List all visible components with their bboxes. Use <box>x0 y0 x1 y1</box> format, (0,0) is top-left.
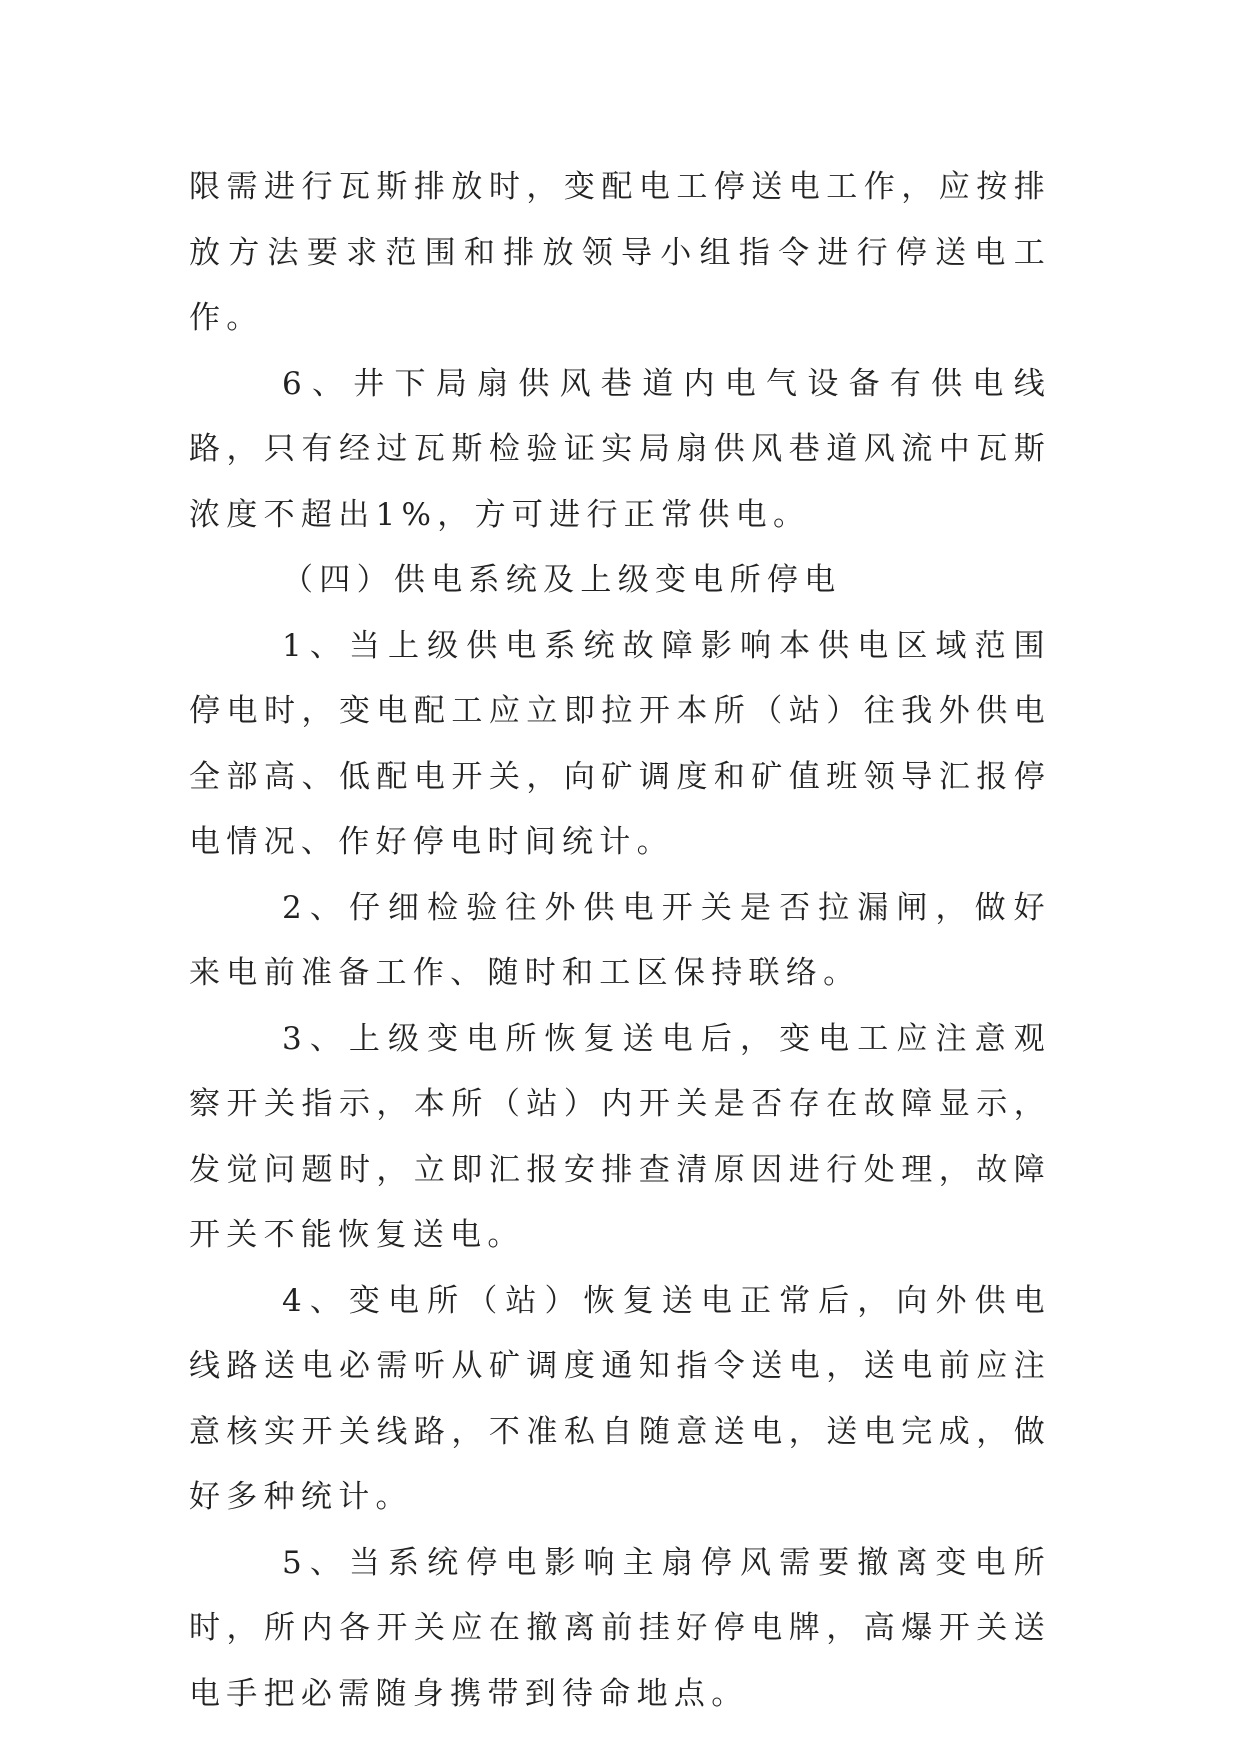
paragraph-item-5: 5、当系统停电影响主扇停风需要撤离变电所时，所内各开关应在撤离前挂好停电牌，高爆开关送电手把必需随身携带到待命地点。 <box>189 1544 1051 1712</box>
paragraph-continuation: 限需进行瓦斯排放时，变配电工停送电工作，应按排放方法要求范围和排放领导小组指令进行停送电工作。 <box>189 169 1051 336</box>
paragraph-item-2: 2、仔细检验往外供电开关是否拉漏闸，做好来电前准备工作、随时和工区保持联络。 <box>189 889 1051 991</box>
paragraph-item-4: 4、变电所（站）恢复送电正常后，向外供电线路送电必需听从矿调度通知指令送电，送电前应注意核实开关线路，不准私自随意送电，送电完成，做好多种统计。 <box>189 1282 1051 1515</box>
paragraph-item-1: 1、当上级供电系统故障影响本供电区域范围停电时，变电配工应立即拉开本所（站）往我外供电全部高、低配电开关，向矿调度和矿值班领导汇报停电情况、作好停电时间统计。 <box>189 627 1051 860</box>
document-body <box>189 155 1051 1727</box>
paragraph-item-3: 3、上级变电所恢复送电后，变电工应注意观察开关指示，本所（站）内开关是否存在故障显示，发觉问题时，立即汇报安排查清原因进行处理，故障开关不能恢复送电。 <box>189 1020 1051 1253</box>
paragraph-item-6: 6、井下局扇供风巷道内电气设备有供电线路，只有经过瓦斯检验证实局扇供风巷道风流中瓦斯浓度不超出1%，方可进行正常供电。 <box>189 365 1051 533</box>
section-heading-4: （四）供电系统及上级变电所停电 <box>282 562 842 598</box>
